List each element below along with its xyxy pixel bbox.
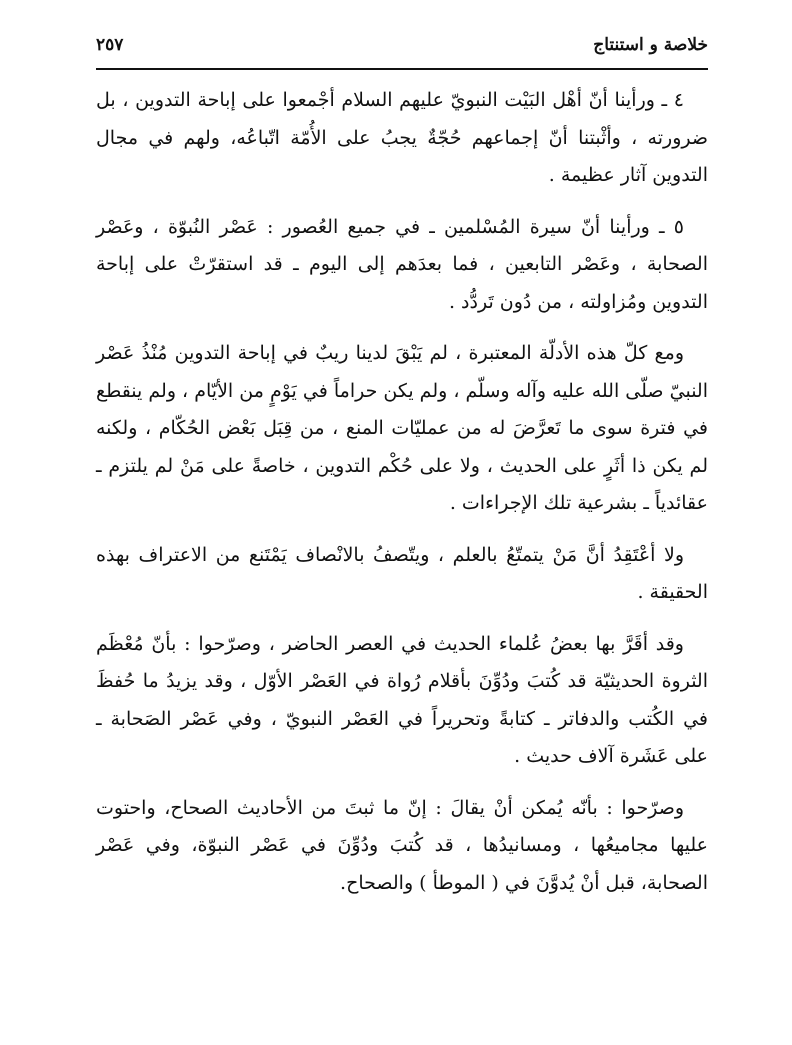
paragraph: وقد أقَرَّ بها بعضُ عُلماء الحديث في العصر الحاضر ، وصرّحوا : بأنّ مُعْظَم الثروة الحديثيّة قد كُتبَ ودُوِّنَ بأقلام رُواة في العَصْر الأوّل ، وقد يزيدُ ما حُفظَ في الكُتب والدفاتر ـ كتابةً وتحريراً في العَصْر النبويّ ، وفي عَصْر الصَحابة ـ على عَشَرة آلاف حديث . [96,632,708,767]
header-rule [96,68,708,70]
paragraph-point-5: ٥ ـ ورأينا أنّ سيرة المُسْلمين ـ في جميع العُصور : عَصْر النُبوّة ، وعَصْر الصحابة ، وعَصْر التابعين ، فما بعدَهم إلى اليوم ـ قد استقرّتْ على إباحة التدوين ومُزاولته ، من دُون تَردُّد . [96,215,708,313]
paragraph: ومع كلّ هذه الأدلّة المعتبرة ، لم يَبْقَ لدينا ريبٌ في إباحة التدوين مُنْذُ عَصْر النبيّ صلّى الله عليه وآله وسلّم ، ولم يكن حراماً في يَوْمٍ من الأيّام ، ولم ينقطع في فترة سوى ما تَعرَّضَ له من عمليّات المنع ، من قِبَل بَعْض الحُكّام ، ولكنه لم يكن ذا أثَرٍ على الحديث ، ولا على حُكْم التدوين ، خاصةً على مَنْ لم يلتزم ـ عقائدياً ـ بشرعية تلك الإجراءات . [96,342,708,514]
page-header [96,26,708,64]
page-number: ٢٥٧ [96,35,124,55]
paragraph-point-4: ٤ ـ ورأينا أنّ أهْل البَيْت النبويّ عليهم السلام أجْمعوا على إباحة التدوين ، بل ضرورته ، وأثْبتنا أنّ إجماعهم حُجّةٌ يجبُ على الأُمّة اتّباعُه، ولهم في مجال التدوين آثار عظيمة . [96,89,708,186]
page-body [96,82,708,902]
running-title: خلاصة و استنتاج [593,35,708,55]
book-page [96,26,708,1006]
paragraph: وصرّحوا : بأنّه يُمكن أنْ يقالَ : إنّ ما ثبتَ من الأحاديث الصحاح، واحتوت عليها مجاميعُها ، ومسانيدُها ، قد كُتبَ ودُوِّنَ في عَصْر النبوّة، وفي عَصْر الصحابة، قبل أنْ يُدوَّنَ في ( الموطأ ) والصحاح. [96,796,708,894]
paragraph: ولا أعْتَقِدُ أنَّ مَنْ يتمتّعُ بالعلم ، ويتّصفُ بالانْصاف يَمْتَنع من الاعتراف بهذه الحقيقة . [96,543,708,603]
